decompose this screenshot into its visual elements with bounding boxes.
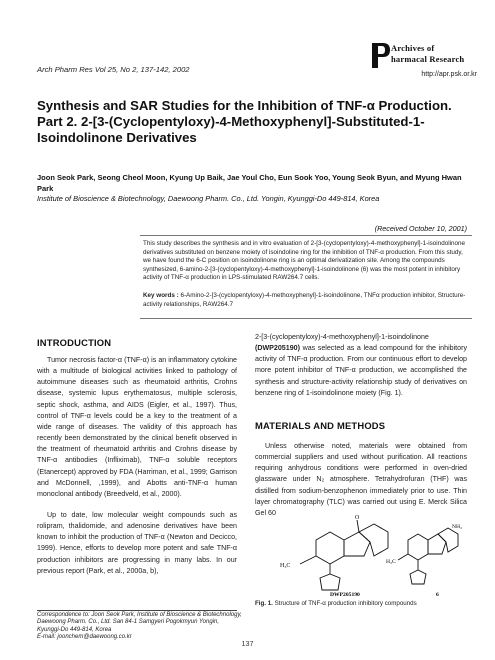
figure-caption bbox=[255, 600, 470, 607]
methods-heading: MATERIALS AND METHODS bbox=[255, 420, 386, 431]
received-date: (Received October 10, 2001) bbox=[374, 224, 467, 233]
intro-paragraph-2: Up to date, low molecular weight compounds such as rolipram, thalidomide, and adenosine derivatives have been known to inhibit the production of TNF-α (Newton and Decicco, 1999). Hence, efforts to develop more potent and safe TNF-α production inhibitors are progressing in many labs. In our previous report (Park, et al., 2000a, b), bbox=[37, 511, 237, 575]
figure-h3c-2: H₃C bbox=[386, 559, 396, 565]
figure-label-6: 6 bbox=[436, 592, 439, 598]
figure-label-dwp205190: DWP205190 bbox=[330, 592, 360, 598]
figure-caption-text: Structure of TNF-α production inhibitory compounds bbox=[274, 600, 417, 607]
figure-h3c-1: H₃C bbox=[280, 563, 291, 569]
correspondence-text: Correspondence to: Joon Seok Park, Institute of Bioscience & Biotechnology, Daewoong Pharm. Co., Ltd. San 84-1 Samgyeri Pogokmyun Yongin, Kyunggi-Do 449-814, Korea bbox=[37, 612, 242, 633]
keywords-text: 6-Amino-2-[3-(cyclopentyloxy)-4-methoxyphenyl]-1-isoindolinone, TNFα production inhibitor, Structure-activity relationships, RAW264.7 bbox=[143, 292, 466, 308]
correspondence-email: E-mail: joonchem@daewoong.co.kr bbox=[37, 634, 132, 641]
col2-p1-start: 2-[3-(cyclopentyloxy)-4-methoxyphenyl]-1-isoindolinone bbox=[255, 333, 429, 341]
col2-p1-rest: was selected as a lead compound for the inhibitory activity of TNF-α production. From our continuous effort to develop more potent inhibitor of TNF-α production, we accomplished the synthesis and structure-activity relationship study of derivatives on benzene ring of 1-isoindolinone moiety (Fig. 1). bbox=[255, 344, 467, 397]
figure-o-label: O bbox=[355, 515, 360, 521]
journal-citation: Arch Pharm Res Vol 25, No 2, 137-142, 2002 bbox=[37, 65, 190, 74]
logo-line-2: harmacal Research bbox=[391, 54, 465, 64]
page-number: 137 bbox=[241, 639, 254, 648]
methods-paragraph-1: Unless otherwise noted, materials were obtained from commercial suppliers and used without purification. All reactions requiring anhydrous conditions were performed in oven-dried glassware under N₂ atmosphere. Tetrahydrofuran (THF) was distilled from sodium-benzophenon immediately prior to use. Thin layer chromatography (TLC) was carried out using E. Merck Silica Gel 60 bbox=[255, 442, 467, 517]
journal-url[interactable]: http://apr.psk.or.kr bbox=[421, 71, 477, 78]
keywords-label: Key words : bbox=[143, 292, 179, 299]
col2-paragraph-1 bbox=[255, 332, 467, 399]
abstract-text: This study describes the synthesis and in vitro evaluation of 2-[3-(cyclopentyloxy)-4-methoxyphenyl]-1-isoindolinone derivatives substituted on benzene moiety of isoindoline ring for the inhibition of TNF-α production. From this study, we have found the 6-C position on isoindolinone ring is an optimal derivatization site. Among the compounds synthesized, 6-amino-2-[3-(cyclopentyloxy)-4-methoxyphenyl]-1-isoindolinone (6) was the most potent in inhibitory activity of TNF-α production in LPS-stimulated RAW264.7 cells. bbox=[143, 240, 465, 282]
correspondence-note bbox=[37, 612, 242, 642]
affiliation: Institute of Bioscience & Biotechnology, Daewoong Pharm. Co., Ltd. Yongin, Kyunggi-Do 449-814, Korea bbox=[37, 194, 380, 203]
journal-logo bbox=[369, 41, 477, 79]
keywords bbox=[143, 292, 471, 309]
logo-p-glyph bbox=[369, 41, 393, 71]
logo-line-1: Archives of bbox=[391, 43, 435, 53]
author-list: Joon Seok Park, Seong Cheol Moon, Kyung Up Baik, Jae Youl Cho, Eun Sook Yoo, Young Seok Byun, and Myung Hwan Park bbox=[37, 173, 462, 193]
abstract-box bbox=[140, 235, 472, 319]
article-title: Synthesis and SAR Studies for the Inhibition of TNF-α Production. Part 2. 2-[3-(Cyclopentyloxy)-4-Methoxyphenyl]-Substituted-1-Isoindolinone Derivatives bbox=[37, 98, 452, 145]
col2-p1-compound: (DWP205190) bbox=[255, 344, 300, 353]
intro-paragraph-1: Tumor necrosis factor-α (TNF-α) is an inflammatory cytokine with a multitude of biological activities linked to pathology of autoimmune diseases such as rheumatoid arthritis, Crohns disease, systemic lupus erythematosus, multiple sclerosis, septic shock, asthma, and AIDS (Eigler, et al., 1997). Thus, control of TNF-α levels could be a key to the treatment of a wide range of diseases. The validity of this approach has recently been demonstrated by the clinical benefit observed in the treatment of rheumatoid arthritis and Crohns disease by TNF-α antibodies (Infliximab), TNF-α soluble receptors (Etanercept) approved by FDA (Harriman, et al., 1999; Garrison and McDonnell, ,1999), and Abotts anti-TNF-α human monoclonal antibody (Breedveld, et al., 2000). bbox=[37, 356, 237, 498]
footnote-rule bbox=[37, 610, 237, 611]
structure-6 bbox=[398, 528, 458, 584]
intro-heading: INTRODUCTION bbox=[37, 337, 112, 348]
figure-1-structures bbox=[258, 510, 468, 598]
structure-dwp205190 bbox=[300, 520, 388, 590]
figure-caption-label: Fig. 1. bbox=[255, 600, 273, 607]
figure-nh2-label: NH₂ bbox=[452, 524, 463, 530]
